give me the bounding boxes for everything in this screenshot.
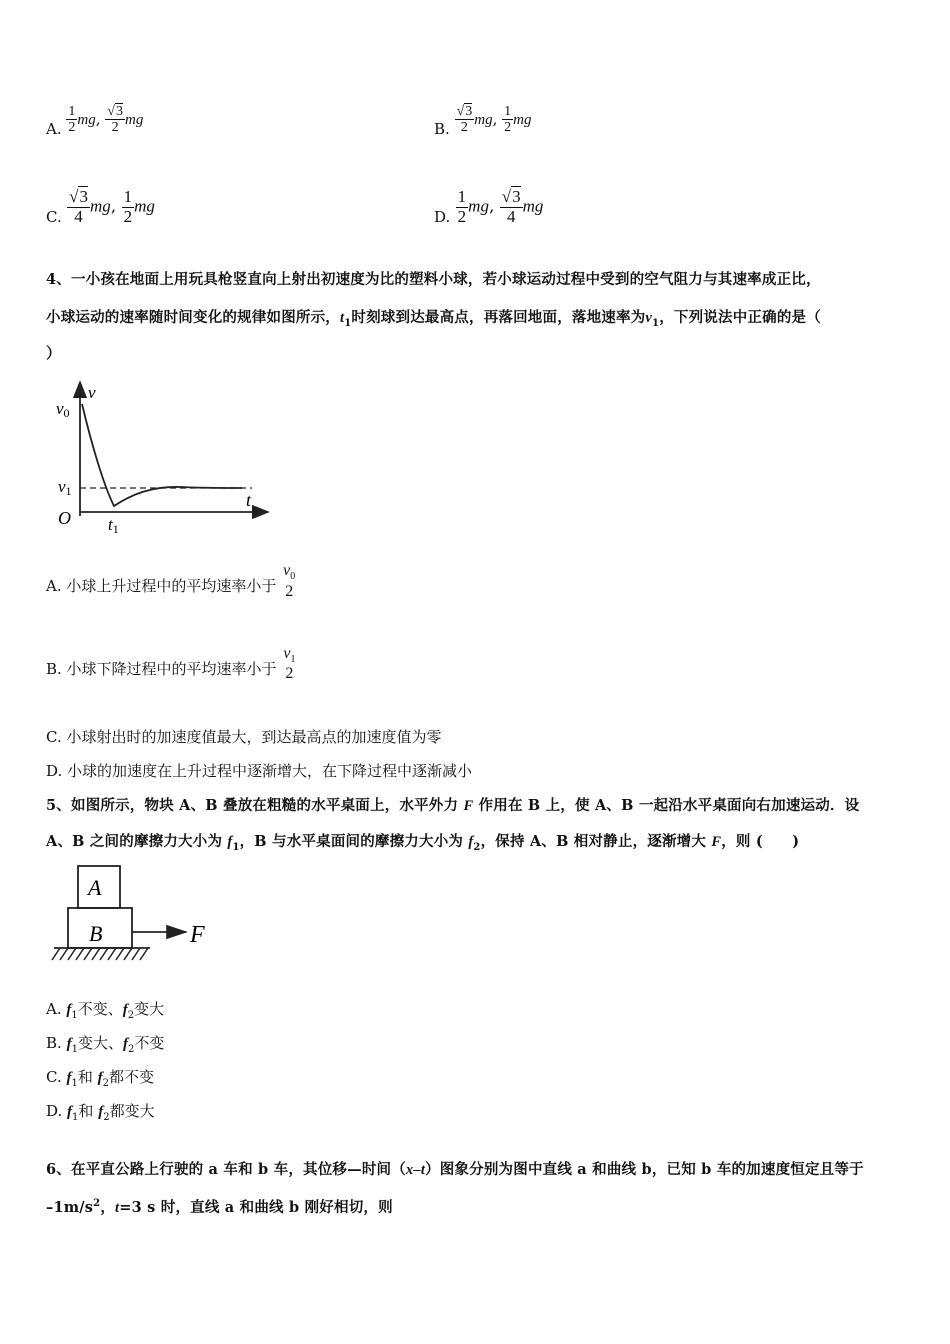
fraction: $\frac{1}{2}$ bbox=[123, 187, 133, 226]
fraction: $v_1$ 2 bbox=[283, 645, 296, 683]
v0-label: v0 bbox=[56, 399, 70, 420]
q4-stem-line2: 小球运动的速率随时间变化的规律如图所示，$t_1$时刻球到达最高点，再落回地面，落地速率为$v_1$，下列说法中正确的是（ bbox=[46, 309, 821, 329]
fraction: $\frac{√3}{4}$ bbox=[501, 187, 521, 226]
fraction: $\frac{√3}{2}$ bbox=[107, 104, 123, 136]
q3-option-a: A. $\frac{1}{2}$ mg, $\frac{√3}{2}$ mg bbox=[46, 104, 144, 138]
q6-stem-line1: 6、在平直公路上行驶的 a 车和 b 车，其位移—时间（x–t）图象分别为图中直线 a 和曲线 b，已知 b 车的加速度恒定且等于 bbox=[46, 1161, 864, 1178]
v-axis-label: v bbox=[88, 383, 96, 402]
fraction: $\frac{1}{2}$ bbox=[457, 187, 467, 226]
q4-option-c: C. 小球射出时的加速度值最大，到达最高点的加速度值为零 bbox=[46, 728, 442, 746]
q4-option-d: D. 小球的加速度在上升过程中逐渐增大，在下降过程中逐渐减小 bbox=[46, 762, 473, 780]
q3-option-b: B. $\frac{√3}{2}$ mg, $\frac{1}{2}$ mg bbox=[434, 104, 532, 138]
fraction: $\frac{√3}{4}$ bbox=[69, 187, 88, 226]
fraction: $\frac{1}{2}$ bbox=[68, 104, 76, 136]
q5-option-a: A. $f_1$不变、$f_2$变大 bbox=[46, 1000, 165, 1021]
q6-stem-line2: $-1m/s^2$，t=3 s 时，直线 a 和曲线 b 刚好相切，则 bbox=[46, 1198, 393, 1216]
velocity-time-graph bbox=[52, 376, 274, 536]
q4-option-b: B. 小球下降过程中的平均速率小于 $v_1$ 2 bbox=[46, 645, 296, 683]
q4-stem-line3: ） bbox=[46, 344, 62, 362]
t1-label: t1 bbox=[108, 515, 119, 536]
q3-option-d: D. $\frac{1}{2}$ mg, $\frac{√3}{4}$ mg bbox=[434, 187, 544, 226]
blocks-figure bbox=[50, 862, 220, 966]
speed-curve bbox=[82, 404, 242, 506]
q5-stem-line2: A、B 之间的摩擦力大小为 $f_1$，B 与水平桌面间的摩擦力大小为 $f_2$，保持 A、B 相对静止，逐渐增大 F，则 ( ) bbox=[46, 833, 800, 853]
fraction: $\frac{v_0}{2}$ bbox=[283, 562, 296, 601]
q5-option-d: D. $f_1$和 $f_2$都变大 bbox=[46, 1102, 155, 1123]
q5-option-b: B. $f_1$变大、$f_2$不变 bbox=[46, 1034, 165, 1055]
t-axis-label: t bbox=[246, 490, 252, 510]
q5-stem-line1: 5、如图所示，物块 A、B 叠放在粗糙的水平桌面上，水平外力 F 作用在 B 上，使 A、B 一起沿水平桌面向右加速运动．设 bbox=[46, 797, 860, 814]
origin-label: O bbox=[58, 508, 71, 528]
q4-stem-line1: 4、一小孩在地面上用玩具枪竖直向上射出初速度为比的塑料小球，若小球运动过程中受到的空气阻力与其速率成正比， bbox=[46, 271, 821, 288]
block-b-label: B bbox=[89, 921, 103, 946]
fraction: $\frac{√3}{2}$ bbox=[456, 104, 473, 136]
block-a-label: A bbox=[88, 875, 102, 900]
fraction: $\frac{1}{2}$ bbox=[504, 104, 512, 136]
q5-option-c: C. $f_1$和 $f_2$都不变 bbox=[46, 1068, 155, 1089]
v1-label: v1 bbox=[58, 477, 72, 498]
ground-hatching bbox=[52, 948, 148, 960]
q4-option-a: A. 小球上升过程中的平均速率小于 $\frac{v_0}{2}$ bbox=[46, 562, 296, 601]
force-label: F bbox=[190, 922, 205, 948]
q3-option-c: C. $\frac{√3}{4}$ mg, $\frac{1}{2}$ mg bbox=[46, 187, 155, 226]
